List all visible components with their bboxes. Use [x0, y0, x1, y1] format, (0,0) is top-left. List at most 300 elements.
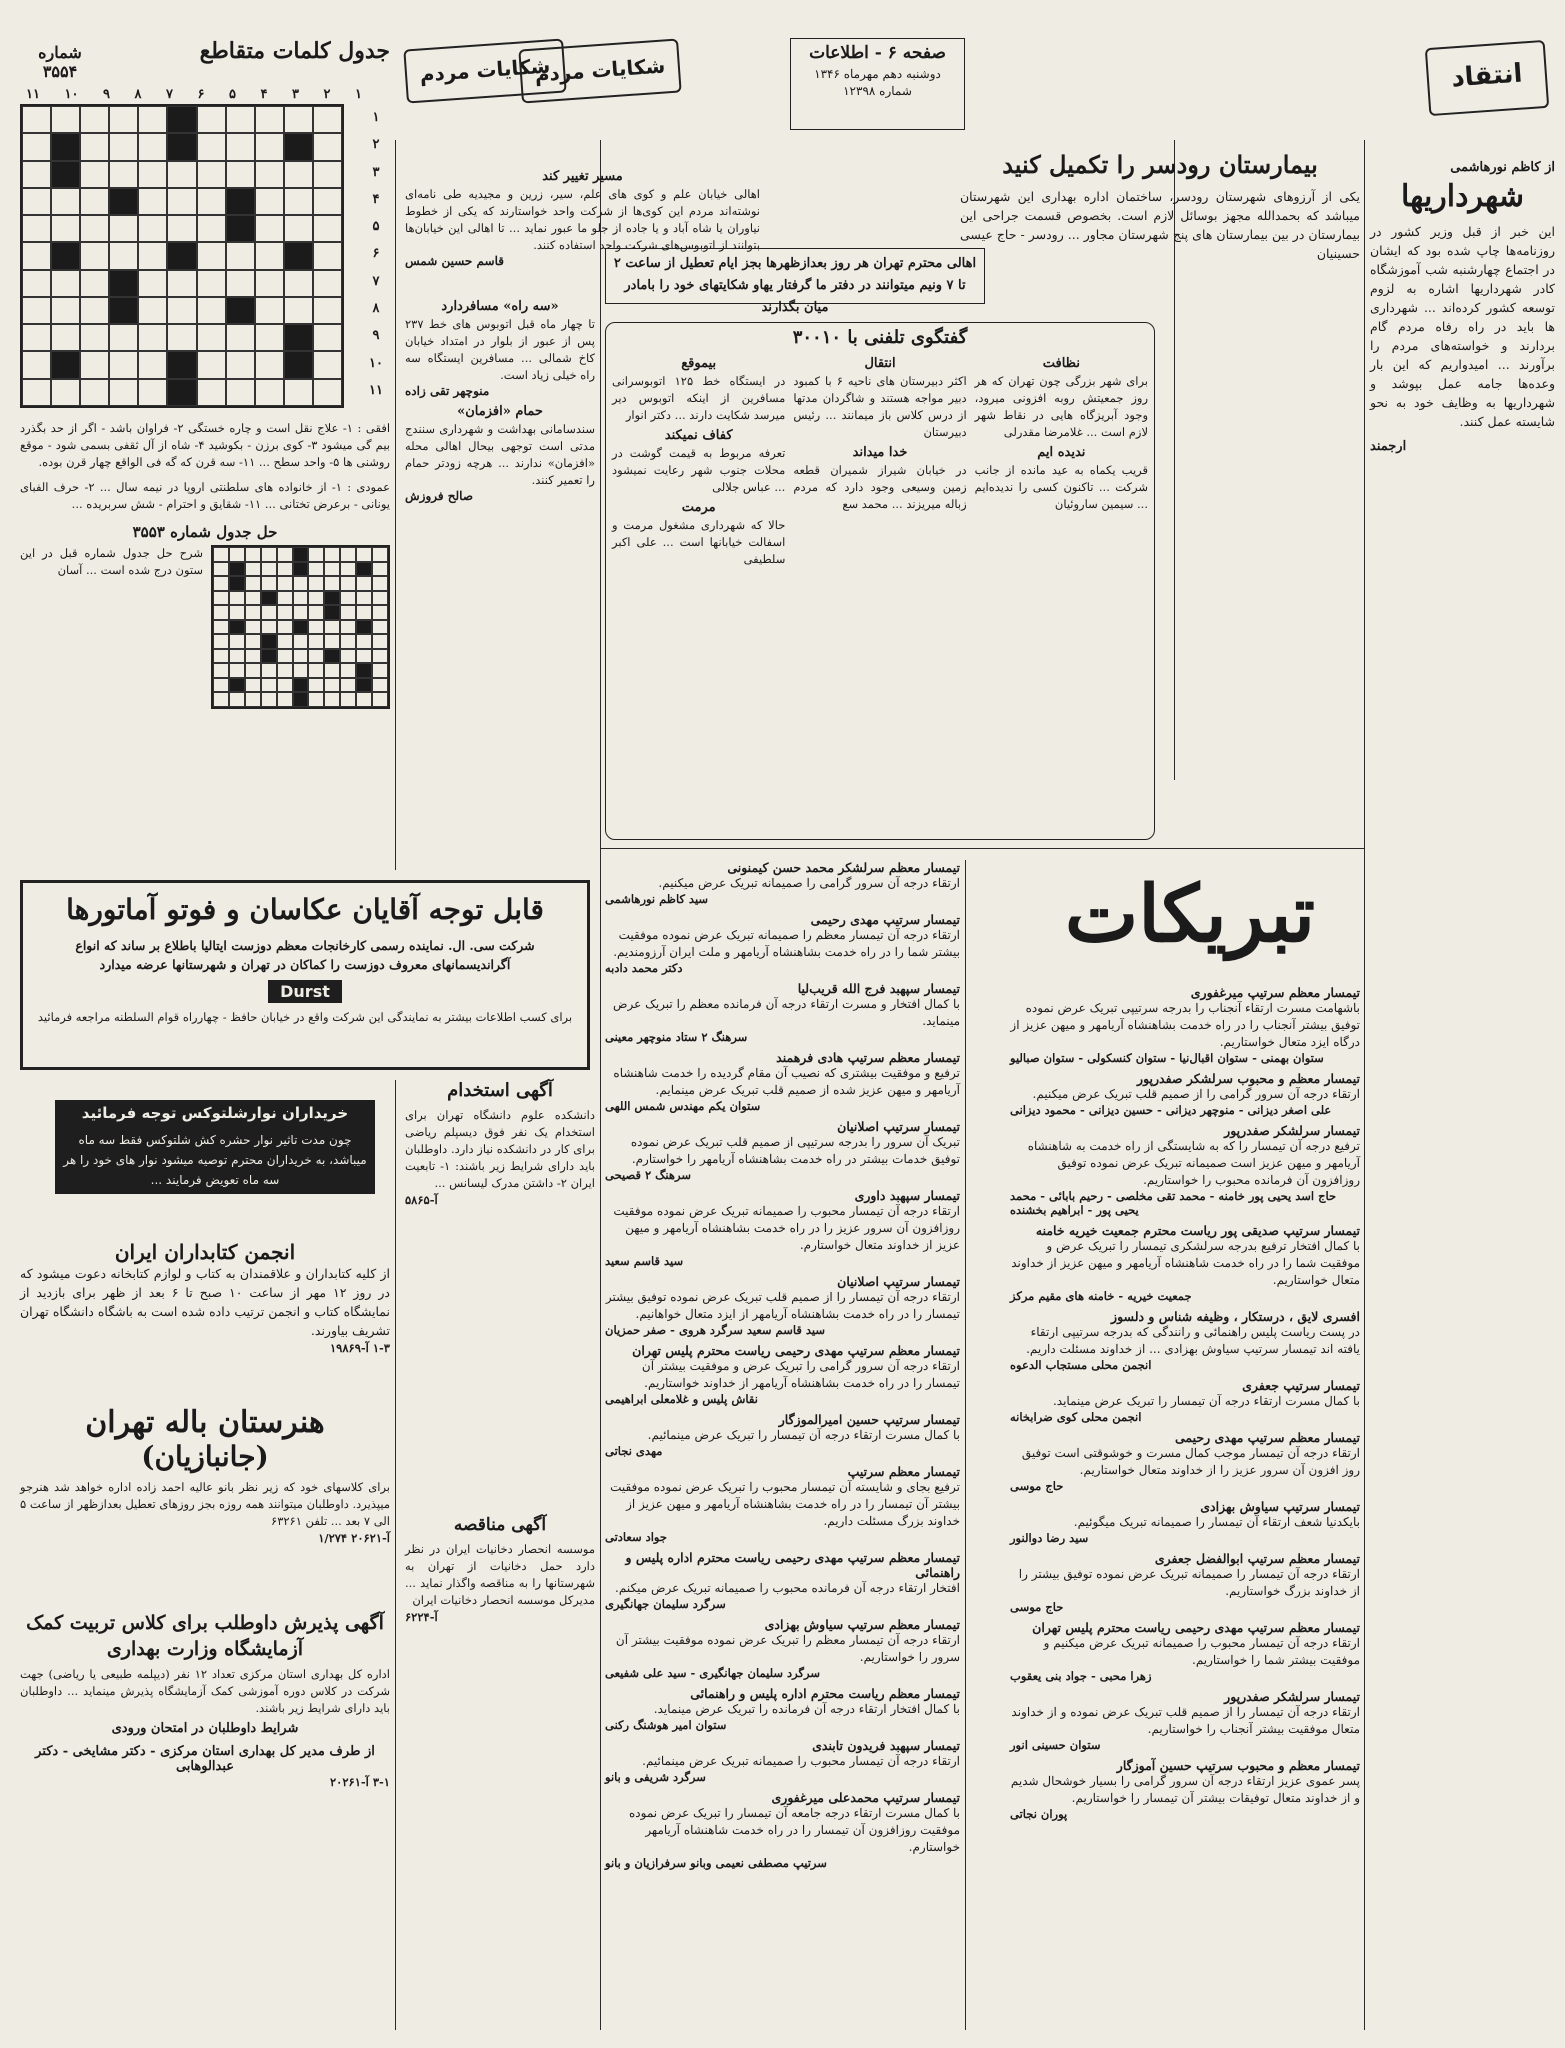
congrats-entry	[605, 1617, 960, 1680]
crossword-cell	[324, 663, 340, 678]
crossword-cell[interactable]	[197, 351, 226, 378]
crossword-cell[interactable]	[109, 297, 138, 324]
crossword-cell[interactable]	[284, 242, 313, 269]
crossword-cell	[229, 678, 245, 693]
crossword-cell	[356, 649, 372, 664]
congrats-entry-title: تیمسار معظم ریاست محترم اداره پلیس و راهنمائی	[690, 1686, 960, 1701]
crossword-cell	[213, 605, 229, 620]
crossword-header	[20, 38, 390, 81]
congrats-entry-sign: نقاش پلیس و غلامعلی ابراهیمی	[605, 1392, 758, 1406]
congrats-entry-sign: سید قاسم سعید سرگرد هروی - صفر حمزیان	[605, 1323, 825, 1337]
crossword-cell[interactable]	[255, 297, 284, 324]
crossword-cell	[229, 547, 245, 562]
crossword-cell	[308, 547, 324, 562]
crossword-cell	[308, 605, 324, 620]
crossword-section	[20, 38, 390, 868]
crossword-cell	[340, 692, 356, 707]
crossword-cell[interactable]	[80, 161, 109, 188]
crossword-cell[interactable]	[51, 215, 80, 242]
crossword-cell[interactable]	[284, 324, 313, 351]
congrats-entry-body: ارتقاء درجه آن تیمسار را صمیمانه تبریک عرض نموده توفیق بیشتر را از خداوند بزرگ خواستاریم.	[1018, 1567, 1360, 1598]
crossword-cell[interactable]	[226, 379, 255, 406]
crossword-cell[interactable]	[138, 188, 167, 215]
congrats-divider	[965, 860, 966, 2030]
crossword-cell[interactable]	[51, 242, 80, 269]
congrats-entry-sign: حاج موسی	[1010, 1600, 1064, 1614]
crossword-cell[interactable]	[226, 270, 255, 297]
congrats-entry-body: ارتقاء درجه آن تیمسار محبوب را صمیمانه تبریک عرض نموده موفقیت روزافزون آن سرور عزیز را در راه خدمت بشاهنشاه آریامهر و میهن عزیز از خداوند متعال خواستارم.	[613, 1204, 960, 1252]
congrats-entry-sign: سرهنگ ۲ ستاد منوچهر معینی	[605, 1030, 748, 1044]
crossword-cell[interactable]	[197, 242, 226, 269]
crossword-cell[interactable]	[80, 106, 109, 133]
health-class-code: ۳-۱ آ-۲۰۲۶۱	[329, 1775, 390, 1789]
crossword-cell[interactable]	[167, 324, 196, 351]
crossword-cell[interactable]	[22, 106, 51, 133]
crossword-cell[interactable]	[109, 324, 138, 351]
crossword-cell	[356, 562, 372, 577]
congrats-entry	[605, 912, 960, 975]
crossword-cell	[308, 620, 324, 635]
employment-ad-body: دانشکده علوم دانشگاه تهران برای استخدام یک نفر فوق دیسپلم ریاضی برای کار در دانشکده نیاز دارد. داوطلبان باید دارای شرایط زیر باشند: ۱- تابعیت ایران ۲- داشتن مدرک لیسانس ...	[405, 1108, 595, 1190]
crossword-cell	[372, 562, 388, 577]
crossword-cell	[245, 547, 261, 562]
crossword-cell	[308, 663, 324, 678]
congrats-entry-body: افتخار ارتقاء درجه آن فرمانده محبوب را صمیمانه تبریک عرض میکنم.	[615, 1581, 960, 1595]
crossword-cell[interactable]	[167, 215, 196, 242]
crossword-cell[interactable]	[22, 297, 51, 324]
congrats-entry-body: باشهامت مسرت ارتقاء آنجناب را بدرجه سرتیپی تبریک عرض نموده توفیق بیشتر آنجناب را در راه خدمت بشاهنشاه آریامهر و میهن عزیز از درگاه ایزد متعال خواستاریم.	[1010, 1001, 1360, 1049]
insect-strip-ad-title: خریداران نوارشلتوکس توجه فرمائید	[55, 1100, 375, 1126]
crossword-cell[interactable]	[313, 270, 342, 297]
crossword-cell[interactable]	[167, 297, 196, 324]
crossword-cell[interactable]	[255, 379, 284, 406]
crossword-cell[interactable]	[167, 188, 196, 215]
health-class-title: آگهی پذیرش داوطلب برای کلاس تربیت کمک آزمایشگاه وزارت بهداری	[26, 1612, 384, 1660]
crossword-cell[interactable]	[313, 133, 342, 160]
crossword-cell[interactable]	[255, 161, 284, 188]
durst-logo: Durst	[268, 980, 342, 1003]
congrats-heading	[1020, 860, 1360, 980]
crossword-cell[interactable]	[197, 161, 226, 188]
crossword-cell[interactable]	[167, 379, 196, 406]
crossword-title: جدول کلمات متقاطع	[199, 38, 390, 64]
crossword-cell	[229, 562, 245, 577]
ballet-school-subtitle: (جانبازیان)	[141, 1440, 269, 1473]
crossword-cell	[340, 663, 356, 678]
letter-sign: صالح فروزش	[405, 489, 474, 503]
congrats-title: تبریکات	[1064, 869, 1316, 960]
crossword-cell[interactable]	[226, 297, 255, 324]
crossword-cell[interactable]	[197, 297, 226, 324]
crossword-cell	[293, 620, 309, 635]
crossword-cell	[356, 547, 372, 562]
ballet-school-code: آ-۲۰۶۲۱ ۱/۲۷۴	[318, 1531, 390, 1545]
crossword-cell	[324, 562, 340, 577]
crossword-cell[interactable]	[226, 351, 255, 378]
crossword-cell[interactable]	[226, 188, 255, 215]
crossword-cell	[340, 547, 356, 562]
health-class-requirements-title: شرایط داوطلبان در امتحان ورودی	[111, 1721, 299, 1736]
crossword-cell[interactable]	[138, 215, 167, 242]
ballet-school-body: برای کلاسهای خود که زیر نظر بانو عالیه احمد زاده اداره خواهد شد هنرجو میپذیرد. داوطلبان میتوانند همه روزه بجز روزهای تعطیل بعدازظهر از ساعت ۵ الی ۷ بعد ... تلفن ۶۳۲۶۱	[20, 1480, 390, 1528]
insect-strip-ad	[55, 1100, 375, 1230]
crossword-cell[interactable]	[51, 106, 80, 133]
crossword-cell	[213, 591, 229, 606]
col-number: ۴	[260, 87, 268, 102]
crossword-cell	[229, 663, 245, 678]
congrats-entry-title: تیمسار معظم سرلشکر محمد حسن کیمنونی	[727, 860, 960, 875]
crossword-cell	[229, 620, 245, 635]
crossword-grid-wrap	[20, 104, 390, 414]
crossword-cell[interactable]	[51, 324, 80, 351]
crossword-cell[interactable]	[255, 242, 284, 269]
crossword-cell[interactable]	[109, 351, 138, 378]
crossword-cell[interactable]	[138, 379, 167, 406]
congrats-entry-sign: انجمن محلی کوی ضرابخانه	[1010, 1410, 1142, 1424]
health-class-signature: از طرف مدیر کل بهداری استان مرکزی - دکتر مشایخی - دکتر عبدالوهابی	[35, 1744, 375, 1774]
crossword-cell[interactable]	[51, 351, 80, 378]
crossword-cell[interactable]	[138, 242, 167, 269]
crossword-cell[interactable]	[255, 324, 284, 351]
congrats-entry-sign: سرگرد شریفی و بانو	[605, 1770, 706, 1784]
congrats-entry	[1010, 1620, 1360, 1683]
crossword-cell[interactable]	[284, 161, 313, 188]
congrats-entry-body: ارتقاء درجه آن سرور گرامی را از صمیم قلب تبریک عرض میکنیم.	[1032, 1087, 1360, 1101]
crossword-cell[interactable]	[313, 188, 342, 215]
crossword-cell[interactable]	[80, 215, 109, 242]
phone-section-body: تعرفه مربوط به قیمت گوشت در محلات جنوب شهر رعایت نمیشود ... عباس جلالی	[612, 446, 786, 494]
crossword-cell	[293, 634, 309, 649]
crossword-cell[interactable]	[80, 351, 109, 378]
crossword-cell[interactable]	[197, 106, 226, 133]
crossword-cell	[245, 649, 261, 664]
congrats-entry-body: ارتقاء درجه آن تیمسار محبوب را صمیمانه تبریک عرض میکنیم و موفقیت بیشتر شما را خواستاریم.	[1043, 1636, 1360, 1667]
crossword-cell[interactable]	[167, 242, 196, 269]
congrats-entry	[1010, 1378, 1360, 1424]
crossword-cell	[261, 649, 277, 664]
crossword-cell[interactable]	[138, 351, 167, 378]
crossword-cell	[213, 692, 229, 707]
congrats-entry-title: تیمسار معظم و محبوب سرتیپ حسین آموزگار	[1116, 1758, 1360, 1773]
crossword-cell	[293, 591, 309, 606]
congrats-entry-title: تیمسار سرتیپ جعفری	[1242, 1378, 1360, 1393]
crossword-cell[interactable]	[197, 379, 226, 406]
congrats-entry-body: ارتقاء درجه آن سرور گرامی را تبریک عرض و موفقیت بیشتر آن تیمسار را در راه خدمت بشاهنشاه آریامهر از خداوند خواستاریم.	[641, 1359, 960, 1390]
crossword-cell	[277, 605, 293, 620]
crossword-cell	[324, 547, 340, 562]
crossword-cell	[340, 576, 356, 591]
crossword-cell[interactable]	[22, 215, 51, 242]
crossword-cell	[245, 692, 261, 707]
congrats-entry-title: تیمسار سپهبد فرج الله قریب‌لیا	[797, 981, 960, 996]
complaints-logo-left-text: شکایات مردم	[518, 38, 681, 103]
crossword-cell	[372, 591, 388, 606]
crossword-cell[interactable]	[226, 242, 255, 269]
congrats-entry	[605, 1274, 960, 1337]
crossword-cell[interactable]	[255, 133, 284, 160]
crossword-cell[interactable]	[51, 161, 80, 188]
crossword-cell[interactable]	[22, 242, 51, 269]
crossword-cell	[293, 678, 309, 693]
crossword-cell[interactable]	[167, 106, 196, 133]
congrats-entry-title: تیمسار معظم سرتیپ میرغفوری	[1190, 985, 1360, 1000]
crossword-cell	[324, 591, 340, 606]
crossword-cell[interactable]	[255, 270, 284, 297]
crossword-cell[interactable]	[284, 351, 313, 378]
congrats-entry-sign: جمعیت خیریه - خامنه های مقیم مرکز	[1010, 1289, 1192, 1303]
congrats-entry	[1010, 1071, 1360, 1117]
crossword-cell[interactable]	[255, 188, 284, 215]
crossword-cell	[324, 692, 340, 707]
crossword-cell	[293, 663, 309, 678]
page-label: صفحه ۶ - اطلاعات	[809, 43, 946, 63]
congrats-entry-body: ارتقاء درجه آن تیمسار معظم را تبریک عرض نموده موفقیت بیشتر آن سرور را خواستاریم.	[615, 1633, 960, 1664]
congrats-entry-title: تیمسار سرتیپ سیاوش بهزادی	[1200, 1499, 1360, 1514]
crossword-cell	[340, 562, 356, 577]
crossword-cell[interactable]	[167, 351, 196, 378]
crossword-cell	[324, 620, 340, 635]
crossword-cell[interactable]	[313, 242, 342, 269]
crossword-cell[interactable]	[284, 297, 313, 324]
congrats-entry-title: تیمسار معظم سرتیپ مهدی رحیمی ریاست محترم پلیس تهران	[632, 1343, 960, 1358]
crossword-cell[interactable]	[284, 188, 313, 215]
congrats-entry-sign: انجمن محلی مستجاب الدعوه	[1010, 1358, 1152, 1372]
criticism-logo-text: انتقاد	[1425, 40, 1549, 116]
crossword-cell[interactable]	[51, 379, 80, 406]
crossword-cell[interactable]	[109, 379, 138, 406]
crossword-cell[interactable]	[80, 133, 109, 160]
congrats-entry-body: ارتقاء درجه آن سرور گرامی را صمیمانه تبریک عرض میکنیم.	[658, 876, 960, 890]
crossword-cell[interactable]	[197, 270, 226, 297]
crossword-cell[interactable]	[109, 270, 138, 297]
crossword-cell	[245, 678, 261, 693]
congrats-entry-body: ترفیع و موفقیت بیشتری که نصیب آن مقام گردیده را خدمت شاهنشاه آریامهر و میهن عزیز شده از صمیم قلب تبریک عرض مینمایم.	[613, 1066, 960, 1097]
congrats-entry	[1010, 1430, 1360, 1493]
crossword-cell[interactable]	[22, 161, 51, 188]
congrats-entry	[605, 981, 960, 1044]
crossword-cell[interactable]	[51, 133, 80, 160]
congrats-entry-title: تیمسار معظم سرتیپ مهدی رحیمی ریاست محترم اداره پلیس و راهنمائی	[625, 1550, 960, 1580]
letter-item	[405, 299, 595, 398]
crossword-cell[interactable]	[284, 379, 313, 406]
crossword-cell	[261, 562, 277, 577]
crossword-clues-vertical: عمودی : ۱- از خانواده های سلطنتی اروپا در نیمه سال ... ۲- حرف الفبای یونانی - برعرض تختانی ... ۱۱- شقایق و احترام - شش سربریده ...	[20, 480, 390, 511]
librarians-ad	[20, 1240, 390, 1400]
phone-section-title: نظافت	[1042, 356, 1080, 371]
crossword-cell	[261, 547, 277, 562]
crossword-cell[interactable]	[197, 324, 226, 351]
crossword-cell[interactable]	[255, 215, 284, 242]
crossword-cell	[245, 591, 261, 606]
congrats-entry-sign: سرگرد سلیمان جهانگیری - سید علی شفیعی	[605, 1666, 820, 1680]
crossword-cell	[356, 634, 372, 649]
congrats-entry-body: در پست ریاست پلیس راهنمائی و رانندگی که بدرجه سرتیپی ارتقاء یافته اند تیمسار سرتیپ سیاوش بهزادی ... از خداوند مسئلت داریم.	[1026, 1325, 1360, 1356]
crossword-cell[interactable]	[138, 133, 167, 160]
crossword-solution-text: شرح حل جدول شماره قبل در این ستون درج شده است ... آسان	[20, 546, 203, 577]
crossword-cell	[229, 576, 245, 591]
crossword-cell[interactable]	[109, 106, 138, 133]
letter-body: تا چهار ماه قبل اتوبوس های خط ۲۳۷ پس از عبور از بلوار در امتداد خیابان کاخ شمالی ... مسافرین ایستگاه سه راه خیلی زیاد است.	[405, 317, 595, 382]
crossword-cell[interactable]	[167, 161, 196, 188]
crossword-cell[interactable]	[22, 270, 51, 297]
crossword-cell[interactable]	[80, 297, 109, 324]
bus-title: مسیر تغییر کند	[542, 169, 623, 184]
crossword-cell[interactable]	[313, 297, 342, 324]
column-rule-5	[395, 1080, 396, 2030]
crossword-cell[interactable]	[109, 161, 138, 188]
crossword-cell	[261, 678, 277, 693]
phone-section-title: انتقال	[864, 356, 896, 371]
crossword-cell[interactable]	[22, 379, 51, 406]
complaints-logo-left	[520, 44, 680, 104]
crossword-cell[interactable]	[255, 106, 284, 133]
crossword-cell	[372, 547, 388, 562]
crossword-cell[interactable]	[313, 215, 342, 242]
congrats-entry-sign: سید رضا دوالنور	[1010, 1531, 1089, 1545]
crossword-cell[interactable]	[284, 133, 313, 160]
crossword-cell[interactable]	[51, 297, 80, 324]
crossword-cell[interactable]	[284, 215, 313, 242]
crossword-cell[interactable]	[226, 215, 255, 242]
crossword-cell[interactable]	[109, 215, 138, 242]
phone-col-2	[793, 352, 966, 568]
crossword-cell	[213, 678, 229, 693]
crossword-cell	[261, 605, 277, 620]
crossword-cell	[277, 547, 293, 562]
crossword-cell[interactable]	[138, 297, 167, 324]
letter-title: «سه راه» مسافردارد	[441, 299, 559, 314]
congrats-entry	[605, 1050, 960, 1113]
congrats-entry-sign: ستوان بهمنی - ستوان اقبال‌نیا - ستوان کنسکولی - ستوان صبالیو	[1010, 1051, 1324, 1065]
crossword-cell[interactable]	[138, 161, 167, 188]
crossword-cell[interactable]	[167, 133, 196, 160]
congrats-entry-title: تیمسار سپهبد فریدون تابندی	[812, 1738, 960, 1753]
crossword-cell[interactable]	[197, 133, 226, 160]
crossword-cell	[277, 634, 293, 649]
crossword-cell[interactable]	[226, 133, 255, 160]
criticism-body: این خبر از قبل وزیر کشور در روزنامه‌ها چاپ شده بود که ایشان در اجتماع چهارشنبه شب آموزشگاه کادر شهرداریها اشاره به لزوم توسعه کشور کرده‌اند ... شهرداری ها باید در راه رفاه مردم گام بردارند و خواسته‌های مردم را برآورند ... امیدواریم که این بار وعده‌ها جامه عمل بپوشد و شهرداریها به وظایف خود به نحو شایسته عمل کنند.	[1370, 224, 1555, 429]
crossword-cell[interactable]	[138, 270, 167, 297]
congrats-entry-title: تیمسار معظم سرتیپ	[847, 1464, 960, 1479]
congrats-entry-body: با کمال مسرت ارتقاء درجه آن تیمسار را تبریک عرض مینماید.	[1052, 1394, 1360, 1408]
crossword-cell	[277, 663, 293, 678]
crossword-cell[interactable]	[80, 379, 109, 406]
crossword-cell	[356, 605, 372, 620]
col-number: ۲	[323, 87, 331, 102]
crossword-cell[interactable]	[22, 188, 51, 215]
masthead-box	[790, 38, 965, 130]
congrats-entry-body: ارتقاء درجه آن تیمسار معظم را صمیمانه تبریک عرض نموده موفقیت بیشتر شما را در راه خدمت بشاهنشاه آریامهر و ملت ایران آرزومندیم.	[613, 928, 960, 959]
congrats-entry-sign: سید کاظم نورهاشمی	[605, 892, 709, 906]
crossword-cell[interactable]	[226, 161, 255, 188]
crossword-cell	[340, 620, 356, 635]
crossword-cell[interactable]	[313, 351, 342, 378]
crossword-cell[interactable]	[51, 270, 80, 297]
photographers-ad-footer: برای کسب اطلاعات بیشتر به نمایندگی این شرکت واقع در خیابان حافظ - چهارراه قوام السلطنه مراجعه فرمائید	[37, 1010, 573, 1024]
crossword-cell[interactable]	[197, 215, 226, 242]
crossword-cell[interactable]	[197, 188, 226, 215]
crossword-clues-horizontal: افقی : ۱- علاج نقل است و چاره خستگی ۲- فراوان باشد - اگر از حد بگذرد بیم گی میشود ۳- کوی برزن - بکوشید ۴- شاه از آل ثقفی بسمی شود - موقع روشنی ها ۵- واحد سطح ... ۱۱- سه قرن که گه فی الواقع چهار قرن بوده.	[20, 421, 391, 469]
crossword-cell[interactable]	[109, 188, 138, 215]
crossword-cell[interactable]	[284, 270, 313, 297]
criticism-title: شهرداریها	[1400, 179, 1525, 214]
notice-text: اهالی محترم تهران هر روز بعدازظهرها بجز ایام تعطیل از ساعت ۲ تا ۷ ونیم میتوانند در دفتر ما گرفتار یهاو شکایتهای خود را بامادر میان بگذارند	[613, 256, 977, 315]
crossword-cell	[356, 692, 372, 707]
phone-section-title: مرمت	[681, 500, 716, 515]
crossword-cell	[356, 576, 372, 591]
congrats-entry-sign: مهدی نجاتی	[605, 1444, 663, 1458]
crossword-cell[interactable]	[22, 133, 51, 160]
crossword-cell[interactable]	[22, 324, 51, 351]
crossword-cell[interactable]	[284, 106, 313, 133]
congrats-entry-body: بایکدنیا شعف ارتقاء آن تیمسار را صمیمانه تبریک میگوئیم.	[1073, 1515, 1360, 1529]
crossword-number: شماره ۳۵۵۴	[38, 43, 82, 81]
row-number: ۷	[372, 273, 380, 289]
crossword-cell[interactable]	[226, 106, 255, 133]
crossword-cell	[245, 562, 261, 577]
crossword-cell	[261, 634, 277, 649]
crossword-solution-title: حل جدول شماره ۳۵۵۳	[132, 523, 278, 541]
column-rule-4	[395, 140, 396, 870]
col-number: ۵	[228, 87, 236, 102]
row-number: ۹	[372, 328, 380, 344]
congrats-entry-body: تبریک آن سرور را بدرجه سرتیپی از صمیم قلب تبریک عرض نموده توفیق خدمات بیشتر در راه خدمت بشاهنشاه آریامهر را خواستارم.	[630, 1135, 960, 1166]
crossword-cell	[245, 663, 261, 678]
crossword-cell[interactable]	[167, 270, 196, 297]
crossword-cell	[308, 562, 324, 577]
tender-ad-title: آگهی مناقصه	[453, 1515, 547, 1535]
crossword-cell[interactable]	[313, 324, 342, 351]
crossword-cell[interactable]	[22, 351, 51, 378]
congrats-entry-sign: زهرا محبی - جواد بنی یعقوب	[1010, 1669, 1152, 1683]
congrats-entry	[605, 1550, 960, 1611]
crossword-cell	[277, 591, 293, 606]
crossword-cell[interactable]	[80, 188, 109, 215]
crossword-cell[interactable]	[109, 133, 138, 160]
crossword-cell[interactable]	[313, 161, 342, 188]
congrats-entry-title: تیمسار سرتیپ مهدی رحیمی	[810, 912, 960, 927]
hospital-title: بیمارستان رودسر را تکمیل کنید	[1002, 150, 1318, 179]
crossword-cell	[372, 663, 388, 678]
crossword-cell[interactable]	[80, 324, 109, 351]
crossword-cell[interactable]	[138, 324, 167, 351]
crossword-cell	[324, 649, 340, 664]
crossword-cell[interactable]	[226, 324, 255, 351]
crossword-grid[interactable]	[20, 104, 344, 408]
crossword-cell	[261, 663, 277, 678]
crossword-cell[interactable]	[51, 188, 80, 215]
crossword-cell	[261, 576, 277, 591]
tender-ad-code: آ-۶۲۲۴	[405, 1610, 438, 1624]
crossword-cell[interactable]	[313, 106, 342, 133]
congrats-entry	[1010, 1551, 1360, 1614]
crossword-cell	[293, 692, 309, 707]
crossword-cell[interactable]	[255, 351, 284, 378]
crossword-cell[interactable]	[313, 379, 342, 406]
crossword-cell	[261, 591, 277, 606]
congrats-entry	[605, 1738, 960, 1784]
issue-number: شماره ۱۲۳۹۸	[843, 84, 912, 98]
congrats-entry-title: تیمسار سپهبد داوری	[854, 1188, 960, 1203]
congrats-entry-body: با کمال مسرت ارتقاء درجه آن تیمسار را تبریک عرض مینمائیم.	[647, 1428, 960, 1442]
crossword-cell	[293, 562, 309, 577]
crossword-cell[interactable]	[80, 242, 109, 269]
crossword-cell[interactable]	[109, 242, 138, 269]
congrats-entry	[1010, 1309, 1360, 1372]
crossword-cell[interactable]	[80, 270, 109, 297]
congrats-entry-title: تیمسار سرلشکر صفدرپور	[1224, 1689, 1360, 1704]
crossword-cell[interactable]	[138, 106, 167, 133]
